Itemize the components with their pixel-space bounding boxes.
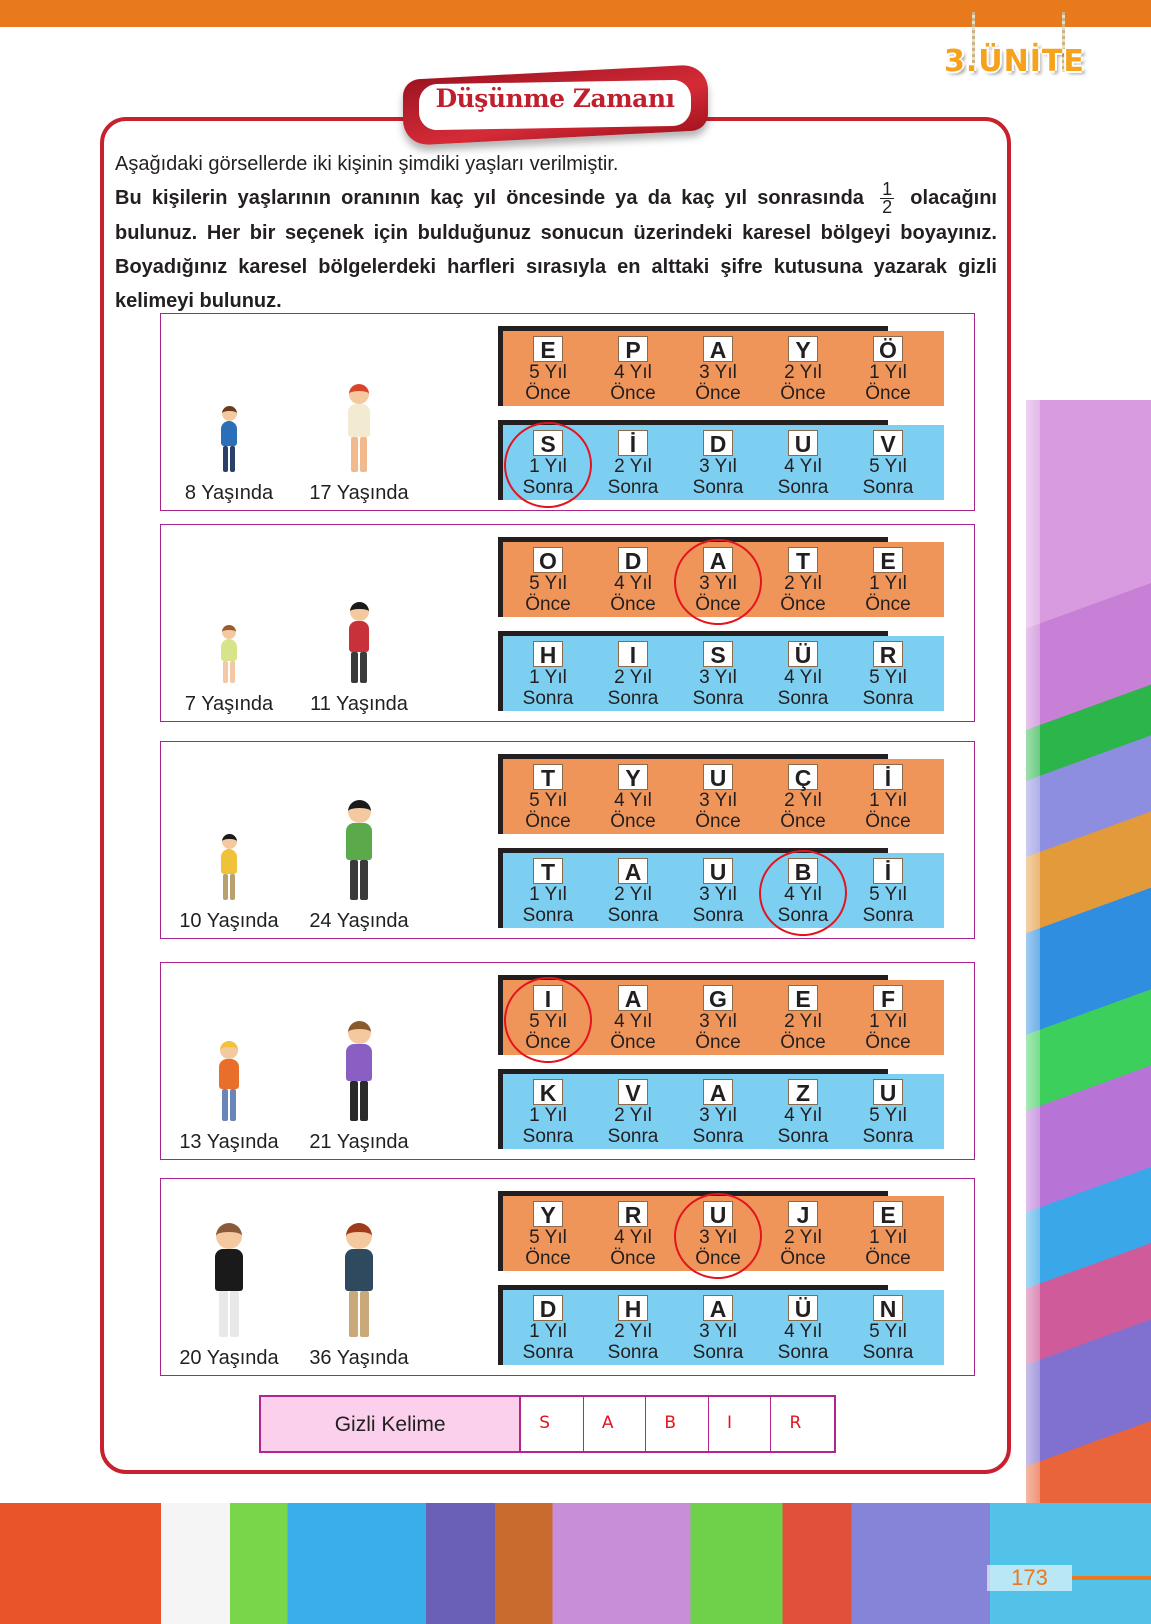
option-years: 3 Yıl: [699, 456, 737, 477]
option-direction: Önce: [610, 383, 656, 404]
option-years: 5 Yıl: [869, 1321, 907, 1342]
option-direction: Sonra: [777, 1342, 829, 1363]
option-cell[interactable]: [848, 430, 928, 498]
option-cell[interactable]: [678, 985, 758, 1053]
option-letter-square[interactable]: R: [618, 1201, 648, 1227]
instructions-task: [115, 181, 997, 318]
option-years: 4 Yıl: [784, 667, 822, 688]
unit-badge-text: 3.ÜNİTE: [944, 44, 1085, 79]
option-direction: Önce: [610, 594, 656, 615]
option-direction: Sonra: [607, 688, 659, 709]
strip-sonra: [498, 631, 944, 711]
option-cell[interactable]: [678, 858, 758, 926]
option-cell[interactable]: [678, 430, 758, 498]
option-cell[interactable]: [848, 1201, 928, 1269]
secret-word-label: Gizli Kelime: [261, 1397, 521, 1451]
option-letter-square[interactable]: V: [618, 1079, 648, 1105]
decorative-letters-right: [1026, 400, 1151, 1624]
age-label: 24 Yaşında: [309, 910, 409, 932]
option-cell[interactable]: [678, 1295, 758, 1363]
option-cell[interactable]: [848, 764, 928, 832]
option-letter-square[interactable]: H: [533, 641, 563, 667]
option-years: 1 Yıl: [869, 1011, 907, 1032]
option-direction: Sonra: [862, 1126, 914, 1147]
option-cell[interactable]: [763, 764, 843, 832]
option-direction: Önce: [865, 1248, 911, 1269]
option-cell[interactable]: [763, 1079, 843, 1147]
age-label: 11 Yaşında: [310, 693, 408, 715]
option-direction: Sonra: [692, 688, 744, 709]
option-letter-square[interactable]: H: [618, 1295, 648, 1321]
option-cell[interactable]: [678, 336, 758, 404]
panel-1: [160, 313, 975, 511]
option-direction: Önce: [695, 1032, 741, 1053]
option-direction: Önce: [525, 594, 571, 615]
option-cell[interactable]: [593, 1079, 673, 1147]
option-cell[interactable]: [593, 547, 673, 615]
option-cell[interactable]: [848, 336, 928, 404]
option-years: 1 Yıl: [529, 884, 567, 905]
option-direction: Sonra: [522, 688, 574, 709]
option-years: 2 Yıl: [614, 667, 652, 688]
option-direction: Önce: [865, 811, 911, 832]
person-illustration: [209, 625, 249, 687]
strip-fill: [503, 1074, 944, 1149]
option-years: 4 Yıl: [784, 1105, 822, 1126]
strip-once: [498, 754, 944, 834]
option-direction: Önce: [525, 1032, 571, 1053]
option-years: 1 Yıl: [869, 573, 907, 594]
option-direction: Sonra: [777, 688, 829, 709]
person-illustration: [209, 406, 249, 476]
option-years: 4 Yıl: [614, 1011, 652, 1032]
option-cell[interactable]: [508, 1295, 588, 1363]
option-years: 4 Yıl: [614, 790, 652, 811]
age-label: 20 Yaşında: [179, 1347, 279, 1369]
task-text-part1: Bu kişilerin yaşlarının oranının kaç yıl öncesinde ya da kaç yıl sonrasında: [115, 187, 864, 209]
option-letter-square[interactable]: F: [873, 985, 903, 1011]
person-illustration: [339, 1223, 379, 1341]
option-years: 4 Yıl: [614, 362, 652, 383]
option-years: 1 Yıl: [869, 790, 907, 811]
strip-fill: [503, 759, 944, 834]
option-years: 2 Yıl: [784, 1011, 822, 1032]
option-cell[interactable]: [508, 858, 588, 926]
secret-word-slot-4[interactable]: I: [709, 1397, 772, 1451]
option-years: 4 Yıl: [614, 1227, 652, 1248]
option-years: 2 Yıl: [784, 362, 822, 383]
age-label: 17 Yaşında: [309, 482, 409, 504]
age-label: 21 Yaşında: [309, 1131, 409, 1153]
option-years: 4 Yıl: [784, 456, 822, 477]
fraction-one-half: [880, 181, 894, 216]
option-years: 4 Yıl: [784, 884, 822, 905]
page-number: 173: [987, 1565, 1072, 1591]
option-cell[interactable]: [593, 641, 673, 709]
option-letter-square[interactable]: Ç: [788, 764, 818, 790]
option-years: 3 Yıl: [699, 790, 737, 811]
option-letter-square[interactable]: A: [703, 547, 733, 573]
option-cell[interactable]: [848, 547, 928, 615]
strip-sonra: [498, 848, 944, 928]
option-years: 3 Yıl: [699, 362, 737, 383]
option-letter-square[interactable]: U: [788, 430, 818, 456]
option-years: 5 Yıl: [869, 884, 907, 905]
option-letter-square[interactable]: U: [703, 858, 733, 884]
option-years: 3 Yıl: [699, 1321, 737, 1342]
option-letter-square[interactable]: G: [703, 985, 733, 1011]
option-years: 2 Yıl: [784, 1227, 822, 1248]
option-direction: Önce: [610, 811, 656, 832]
top-orange-bar: [0, 0, 1151, 27]
task-text-part2: olacağını bulunuz. Her bir seçenek için bulduğunuz sonucun üzerindeki karesel bölgeyi boyayınız. Boyadığınız karesel bölgelerdeki harfleri sırasıyla en alttaki şifre kutusuna yazarak gizli kelimeyi bulunuz.: [115, 187, 997, 313]
option-years: 5 Yıl: [869, 1105, 907, 1126]
option-years: 3 Yıl: [699, 573, 737, 594]
secret-word-slot-5[interactable]: R: [771, 1397, 834, 1451]
option-letter-square[interactable]: S: [533, 430, 563, 456]
person-illustration: [209, 1223, 249, 1341]
option-cell[interactable]: [848, 1295, 928, 1363]
person-illustration: [339, 800, 379, 904]
option-direction: Sonra: [522, 477, 574, 498]
option-years: 2 Yıl: [614, 456, 652, 477]
option-years: 2 Yıl: [614, 1105, 652, 1126]
option-letter-square[interactable]: U: [873, 1079, 903, 1105]
fraction-numerator: 1: [882, 179, 893, 200]
option-direction: Önce: [780, 811, 826, 832]
option-direction: Önce: [525, 811, 571, 832]
option-cell[interactable]: [763, 1201, 843, 1269]
option-direction: Sonra: [862, 477, 914, 498]
option-letter-square[interactable]: Y: [788, 336, 818, 362]
option-direction: Sonra: [692, 905, 744, 926]
strip-fill: [503, 636, 944, 711]
option-years: 5 Yıl: [529, 362, 567, 383]
strip-fill: [503, 1290, 944, 1365]
option-cell[interactable]: [508, 1079, 588, 1147]
option-direction: Önce: [780, 1248, 826, 1269]
option-direction: Önce: [865, 383, 911, 404]
option-letter-square[interactable]: Y: [533, 1201, 563, 1227]
option-years: 5 Yıl: [529, 790, 567, 811]
option-letter-square[interactable]: E: [873, 1201, 903, 1227]
option-direction: Sonra: [862, 1342, 914, 1363]
option-direction: Sonra: [862, 688, 914, 709]
option-years: 1 Yıl: [529, 1321, 567, 1342]
option-letter-square[interactable]: V: [873, 430, 903, 456]
option-letter-square[interactable]: D: [533, 1295, 563, 1321]
option-letter-square[interactable]: T: [533, 764, 563, 790]
option-letter-square[interactable]: İ: [618, 430, 648, 456]
option-letter-square[interactable]: K: [533, 1079, 563, 1105]
option-direction: Sonra: [522, 1126, 574, 1147]
option-years: 2 Yıl: [614, 1321, 652, 1342]
section-title: Düşünme Zamanı: [435, 84, 675, 113]
option-direction: Önce: [780, 1032, 826, 1053]
person-illustration: [209, 1041, 249, 1125]
option-cell[interactable]: [678, 764, 758, 832]
option-letter-square[interactable]: I: [618, 641, 648, 667]
option-cell[interactable]: [593, 985, 673, 1053]
option-cell[interactable]: [593, 336, 673, 404]
panel-4: [160, 962, 975, 1160]
option-direction: Önce: [865, 1032, 911, 1053]
option-letter-square[interactable]: E: [788, 985, 818, 1011]
option-cell[interactable]: [508, 336, 588, 404]
instructions-intro: Aşağıdaki görsellerde iki kişinin şimdiki yaşları verilmiştir.: [115, 153, 619, 175]
option-letter-square[interactable]: E: [533, 336, 563, 362]
option-years: 2 Yıl: [784, 790, 822, 811]
age-label: 8 Yaşında: [184, 482, 274, 504]
option-cell[interactable]: [763, 336, 843, 404]
option-letter-square[interactable]: A: [703, 336, 733, 362]
option-direction: Önce: [525, 1248, 571, 1269]
option-letter-square[interactable]: Ü: [788, 641, 818, 667]
option-years: 5 Yıl: [529, 573, 567, 594]
option-cell[interactable]: [848, 858, 928, 926]
option-direction: Önce: [695, 594, 741, 615]
option-cell[interactable]: [508, 764, 588, 832]
option-letter-square[interactable]: R: [873, 641, 903, 667]
option-direction: Sonra: [777, 1126, 829, 1147]
person-illustration: [339, 1021, 379, 1125]
option-direction: Önce: [695, 811, 741, 832]
option-direction: Önce: [695, 383, 741, 404]
option-years: 3 Yıl: [699, 1227, 737, 1248]
age-label: 10 Yaşında: [179, 910, 279, 932]
option-letter-square[interactable]: D: [703, 430, 733, 456]
option-cell[interactable]: [763, 1295, 843, 1363]
panel-2: [160, 524, 975, 722]
strip-sonra: [498, 1069, 944, 1149]
option-letter-square[interactable]: İ: [873, 858, 903, 884]
option-cell[interactable]: [763, 985, 843, 1053]
option-direction: Önce: [525, 383, 571, 404]
option-letter-square[interactable]: U: [703, 1201, 733, 1227]
option-cell[interactable]: [508, 547, 588, 615]
option-direction: Sonra: [692, 477, 744, 498]
decorative-letters-bottom: [0, 1503, 1151, 1624]
option-cell[interactable]: [593, 1201, 673, 1269]
option-cell[interactable]: [678, 641, 758, 709]
person-illustration: [339, 602, 379, 687]
option-years: 2 Yıl: [784, 573, 822, 594]
page-number-line: [1072, 1576, 1151, 1580]
option-letter-square[interactable]: İ: [873, 764, 903, 790]
option-letter-square[interactable]: D: [618, 547, 648, 573]
secret-word-slot-3[interactable]: B: [646, 1397, 709, 1451]
option-cell[interactable]: [848, 641, 928, 709]
option-direction: Önce: [610, 1248, 656, 1269]
panel-3: [160, 741, 975, 939]
option-letter-square[interactable]: S: [703, 641, 733, 667]
option-direction: Sonra: [607, 477, 659, 498]
option-direction: Önce: [780, 594, 826, 615]
section-title-ribbon: [403, 72, 708, 138]
option-letter-square[interactable]: I: [533, 985, 563, 1011]
option-years: 3 Yıl: [699, 884, 737, 905]
option-cell[interactable]: [593, 764, 673, 832]
option-letter-square[interactable]: J: [788, 1201, 818, 1227]
option-years: 5 Yıl: [529, 1227, 567, 1248]
option-years: 3 Yıl: [699, 1011, 737, 1032]
option-letter-square[interactable]: A: [703, 1295, 733, 1321]
option-direction: Sonra: [692, 1126, 744, 1147]
option-cell[interactable]: [678, 1079, 758, 1147]
option-cell[interactable]: [763, 641, 843, 709]
option-direction: Sonra: [522, 1342, 574, 1363]
option-letter-square[interactable]: Ö: [873, 336, 903, 362]
option-letter-square[interactable]: N: [873, 1295, 903, 1321]
secret-word-slot-2[interactable]: A: [584, 1397, 647, 1451]
option-years: 1 Yıl: [869, 362, 907, 383]
option-direction: Sonra: [692, 1342, 744, 1363]
option-letter-square[interactable]: T: [533, 858, 563, 884]
option-direction: Önce: [695, 1248, 741, 1269]
option-letter-square[interactable]: P: [618, 336, 648, 362]
age-label: 36 Yaşında: [309, 1347, 409, 1369]
option-cell[interactable]: [593, 858, 673, 926]
fraction-denominator: 2: [882, 197, 893, 218]
option-years: 1 Yıl: [529, 456, 567, 477]
option-cell[interactable]: [763, 547, 843, 615]
option-cell[interactable]: [593, 1295, 673, 1363]
option-cell[interactable]: [848, 1079, 928, 1147]
option-cell[interactable]: [763, 430, 843, 498]
option-letter-square[interactable]: O: [533, 547, 563, 573]
option-cell[interactable]: [593, 430, 673, 498]
strip-once: [498, 326, 944, 406]
unit-badge: [944, 42, 1085, 88]
option-letter-square[interactable]: Z: [788, 1079, 818, 1105]
option-cell[interactable]: [508, 641, 588, 709]
strip-fill: [503, 331, 944, 406]
option-years: 5 Yıl: [529, 1011, 567, 1032]
secret-word-slot-1[interactable]: S: [521, 1397, 584, 1451]
option-years: 3 Yıl: [699, 1105, 737, 1126]
option-letter-square[interactable]: A: [618, 985, 648, 1011]
option-years: 1 Yıl: [529, 667, 567, 688]
option-letter-square[interactable]: T: [788, 547, 818, 573]
option-cell[interactable]: [848, 985, 928, 1053]
age-label: 13 Yaşında: [179, 1131, 279, 1153]
option-letter-square[interactable]: B: [788, 858, 818, 884]
option-direction: Sonra: [607, 1126, 659, 1147]
option-direction: Sonra: [862, 905, 914, 926]
option-years: 5 Yıl: [869, 456, 907, 477]
option-years: 3 Yıl: [699, 667, 737, 688]
option-years: 1 Yıl: [869, 1227, 907, 1248]
option-letter-square[interactable]: E: [873, 547, 903, 573]
option-years: 1 Yıl: [529, 1105, 567, 1126]
option-years: 5 Yıl: [869, 667, 907, 688]
option-years: 4 Yıl: [784, 1321, 822, 1342]
age-label: 7 Yaşında: [184, 693, 274, 715]
option-direction: Sonra: [777, 905, 829, 926]
instructions: [115, 147, 997, 318]
option-direction: Önce: [865, 594, 911, 615]
panel-5: [160, 1178, 975, 1376]
secret-word-box: [259, 1395, 836, 1453]
strip-sonra: [498, 1285, 944, 1365]
option-letter-square[interactable]: Ü: [788, 1295, 818, 1321]
person-illustration: [209, 834, 249, 904]
option-direction: Sonra: [607, 905, 659, 926]
option-direction: Önce: [780, 383, 826, 404]
option-direction: Sonra: [522, 905, 574, 926]
option-letter-square[interactable]: A: [618, 858, 648, 884]
option-years: 2 Yıl: [614, 884, 652, 905]
option-direction: Önce: [610, 1032, 656, 1053]
option-direction: Sonra: [777, 477, 829, 498]
option-letter-square[interactable]: Y: [618, 764, 648, 790]
option-letter-square[interactable]: U: [703, 764, 733, 790]
strip-fill: [503, 853, 944, 928]
person-illustration: [339, 384, 379, 476]
option-direction: Sonra: [607, 1342, 659, 1363]
option-cell[interactable]: [508, 1201, 588, 1269]
option-years: 4 Yıl: [614, 573, 652, 594]
option-letter-square[interactable]: A: [703, 1079, 733, 1105]
